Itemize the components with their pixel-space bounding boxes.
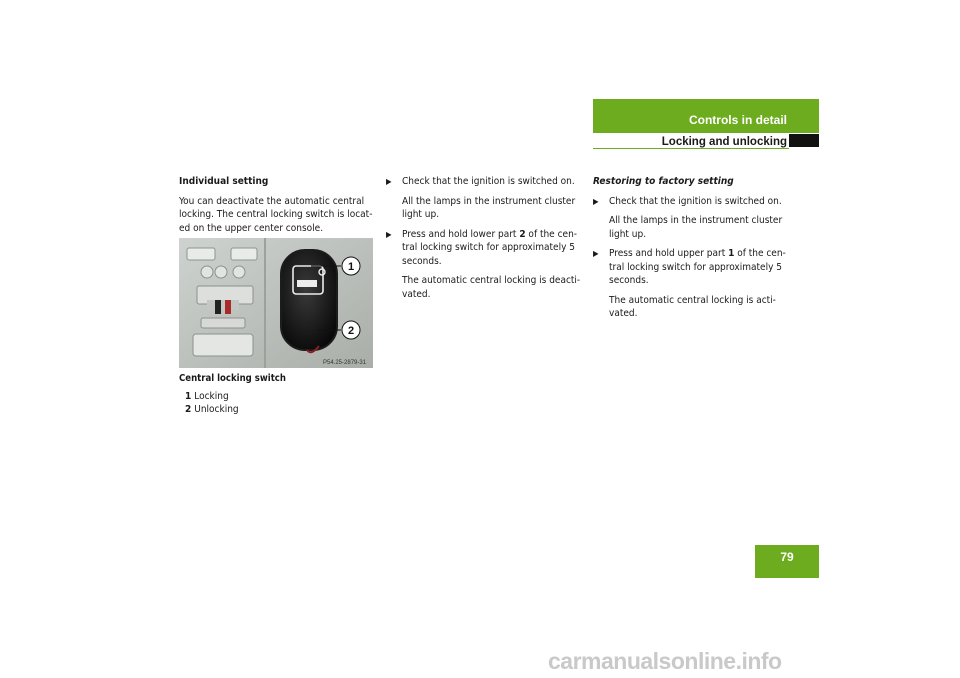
callout-2: 2 [347,325,355,337]
page-number: 79 [755,545,819,578]
step-text: Check that the ignition is switched on. [609,195,782,207]
watermark: carmanualsonline.info [548,648,782,674]
header-marker [789,134,819,147]
step-text [609,247,791,288]
console-photo [179,238,373,368]
section-header [593,99,819,133]
legend-number: 1 [185,390,192,402]
step-text-post: of the cen-tral locking switch for approximately 5 seconds. [609,248,786,286]
step-text-pre: Press and hold lower part [402,228,520,240]
central-locking-switch-figure [179,238,373,368]
step-result: The automatic central locking is deacti-vated. [402,275,581,300]
step-note: All the lamps in the instrument cluster light up. [609,215,783,240]
step-text-post: of the cen-tral locking switch for approximately 5 seconds. [402,228,578,267]
step-part-number: 2 [519,228,526,240]
activate-step-1 [593,195,791,209]
legend-label: Unlocking [194,404,239,415]
intro-paragraph: You can deactivate the automatic central locking. The central locking switch is locat-ed on the upper center console. [179,195,373,234]
step-note: All the lamps in the instrument cluster light up. [402,195,576,220]
step-text [402,228,582,269]
step-arrow-icon: ▶ [386,229,392,239]
legend-label: Locking [194,390,229,402]
individual-setting-heading: Individual setting [179,176,269,187]
step-arrow-icon: ▶ [593,196,599,206]
step-arrow-icon: ▶ [593,249,599,258]
image-code: P54.25-2879-31 [323,360,367,366]
header-rule [593,148,789,149]
deactivate-step-1 [386,175,582,189]
middle-column [386,175,582,307]
activate-step-2 [593,247,791,288]
step-text-pre: Press and hold upper part [609,248,729,259]
factory-setting-heading: Restoring to factory setting [593,176,734,187]
section-title: Controls in detail [688,113,787,127]
deactivate-step-2 [386,228,582,269]
legend-item-unlocking [179,403,375,417]
step-arrow-icon: ▶ [386,177,392,186]
right-column [593,175,791,327]
subsection-title: Locking and unlocking [661,136,787,148]
legend-item-locking [179,390,375,404]
legend-number: 2 [185,404,192,415]
step-text: Check that the ignition is switched on. [402,176,575,187]
left-column [179,175,375,417]
figure-caption: Central locking switch [179,373,286,384]
callout-1: 1 [347,261,355,273]
step-part-number: 1 [728,248,735,259]
step-result: The automatic central locking is acti-vated. [609,294,776,319]
subsection-header [593,134,819,150]
